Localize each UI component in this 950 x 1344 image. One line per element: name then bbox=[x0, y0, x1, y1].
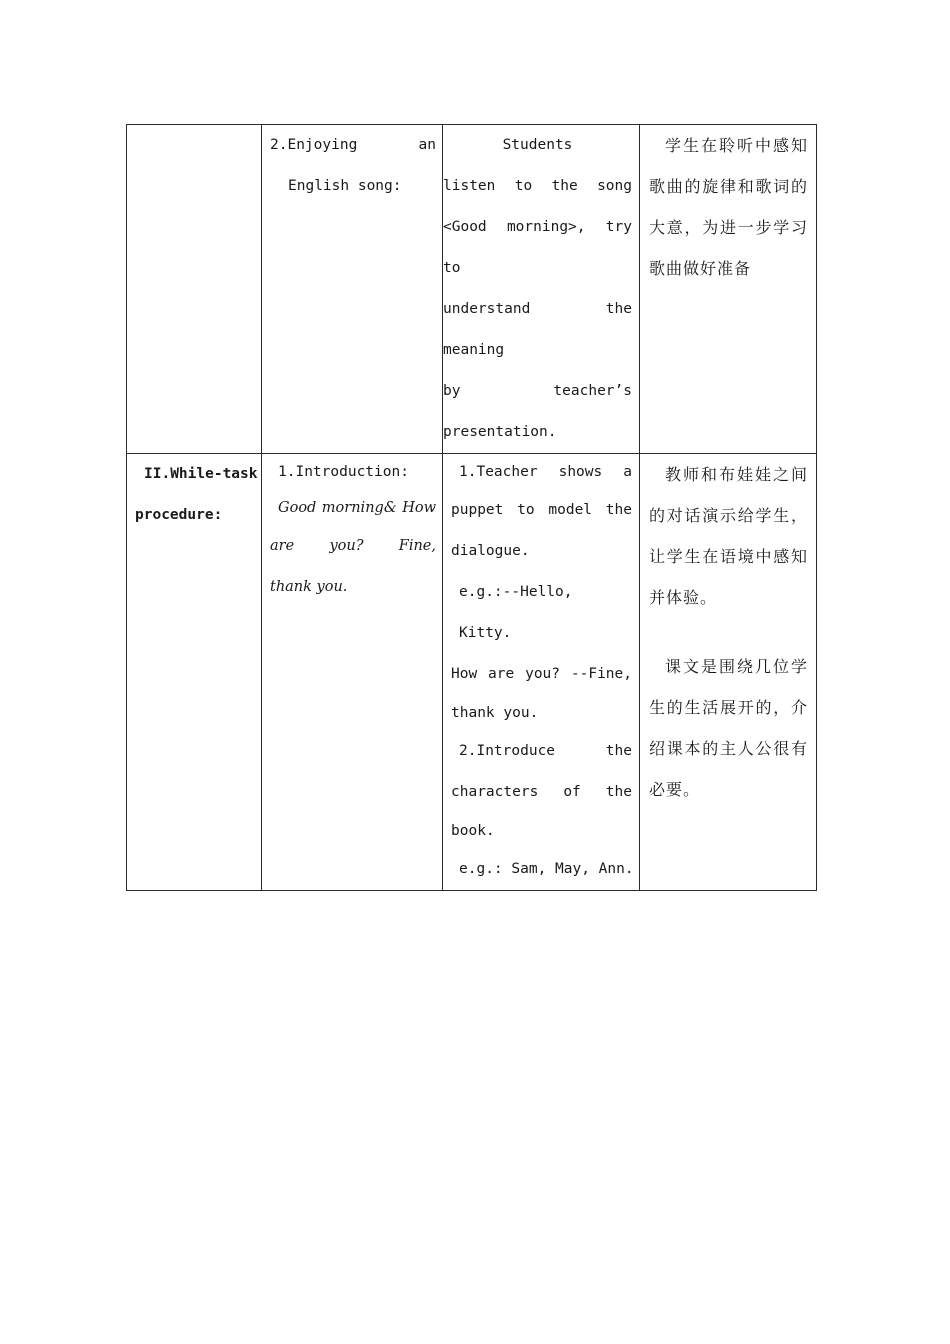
content-line: are you? Fine, bbox=[270, 538, 436, 554]
activity-cell bbox=[443, 125, 640, 454]
stage-label: II.While-task bbox=[144, 466, 258, 482]
activity-line: listen to the song bbox=[443, 178, 632, 194]
content-line: thank you. bbox=[270, 579, 348, 595]
purpose-line: 大意，为进一步学习 bbox=[649, 218, 808, 237]
lesson-plan-table bbox=[126, 124, 817, 891]
activity-line: by teacher’s bbox=[443, 383, 632, 399]
activity-line: dialogue. bbox=[451, 543, 530, 559]
activity-line: thank you. bbox=[451, 705, 539, 721]
activity-line: characters of the bbox=[451, 784, 632, 800]
content-line: 1.Introduction: bbox=[278, 464, 409, 480]
activity-line: 2.Introduce the bbox=[459, 743, 632, 759]
purpose-line: 教师和布娃娃之间 bbox=[665, 465, 808, 484]
activity-line: puppet to model the bbox=[451, 502, 632, 518]
purpose-line: 课文是围绕几位学 bbox=[665, 657, 808, 676]
activity-cell bbox=[443, 454, 640, 891]
purpose-line: 并体验。 bbox=[649, 588, 718, 607]
purpose-line: 歌曲的旋律和歌词的 bbox=[649, 177, 808, 196]
purpose-line: 学生在聆听中感知 bbox=[665, 136, 808, 155]
activity-line: e.g.: Sam, May, Ann. bbox=[459, 861, 634, 877]
activity-line: How are you? --Fine, bbox=[451, 666, 632, 682]
table-row bbox=[127, 125, 817, 454]
content-line: Good morning& How bbox=[278, 500, 436, 516]
stage-label: procedure: bbox=[135, 507, 223, 523]
activity-line: e.g.:--Hello, Kitty. bbox=[459, 584, 573, 641]
activity-line: 1.Teacher shows a bbox=[459, 464, 632, 480]
purpose-line: 让学生在语境中感知 bbox=[649, 547, 808, 566]
stage-cell bbox=[127, 454, 262, 891]
purpose-line: 必要。 bbox=[649, 780, 701, 799]
purpose-cell bbox=[640, 125, 817, 454]
purpose-cell bbox=[640, 454, 817, 891]
content-cell bbox=[262, 454, 443, 891]
content-cell bbox=[262, 125, 443, 454]
activity-line: Students bbox=[502, 137, 573, 153]
stage-cell bbox=[127, 125, 262, 454]
activity-line: understand the meaning bbox=[443, 301, 632, 358]
purpose-line: 歌曲做好准备 bbox=[649, 259, 752, 278]
table-row bbox=[127, 454, 817, 891]
activity-line: presentation. bbox=[443, 424, 557, 440]
content-line: 2.Enjoying an bbox=[270, 137, 436, 153]
content-line: English song: bbox=[288, 178, 402, 194]
purpose-line: 生的生活展开的，介 bbox=[649, 698, 808, 717]
purpose-line: 的对话演示给学生， bbox=[649, 506, 808, 525]
activity-line: book. bbox=[451, 823, 495, 839]
activity-line: <Good morning>, try to bbox=[443, 219, 632, 276]
purpose-line: 绍课本的主人公很有 bbox=[649, 739, 808, 758]
